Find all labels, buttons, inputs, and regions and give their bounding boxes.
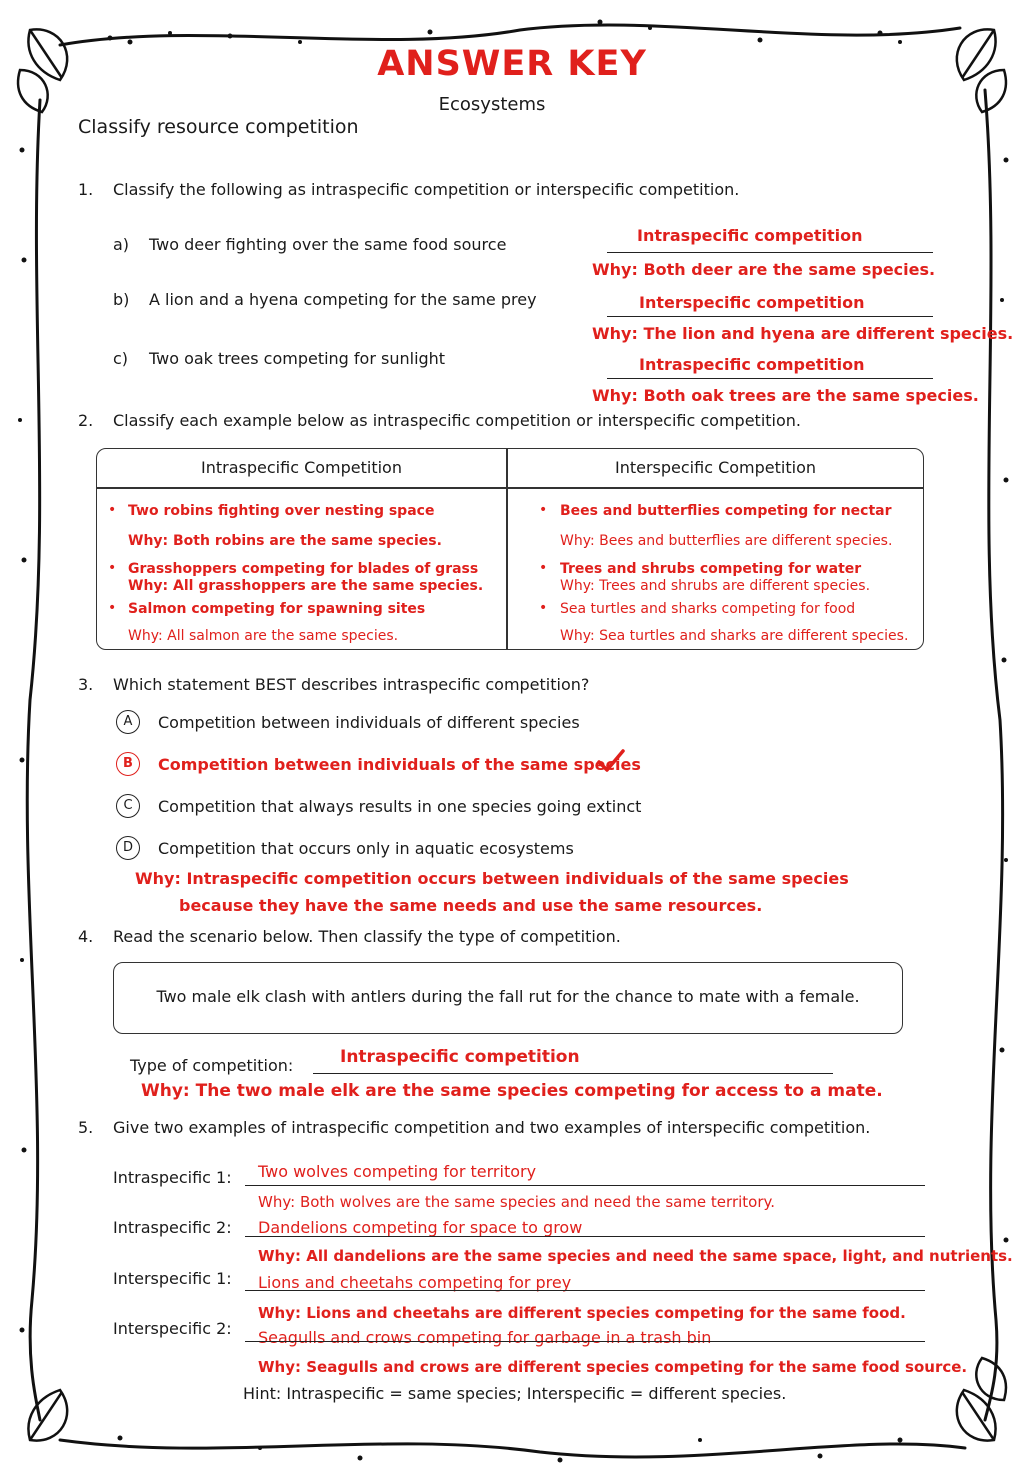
bullet-icon: •: [108, 600, 117, 616]
bullet-icon: •: [539, 600, 548, 616]
q1b-letter: b): [113, 290, 130, 309]
example-answer-inter-2: Seagulls and crows competing for garbage in a trash bin: [258, 1328, 712, 1347]
option-b-text[interactable]: Competition between individuals of the same species: [158, 755, 641, 774]
bullet-icon: •: [108, 560, 117, 576]
q4-answer-line: [313, 1073, 833, 1074]
q1c-why: Why: Both oak trees are the same species.: [592, 386, 979, 405]
example-why-inter-2: Why: Seagulls and crows are different species competing for the same food source.: [258, 1358, 968, 1376]
q3-number: 3.: [78, 675, 94, 694]
inter-item-3: Sea turtles and sharks competing for food: [560, 601, 856, 617]
bullet-icon: •: [539, 560, 548, 576]
q1b-answer-line: [607, 316, 933, 317]
example-label-intra-1: Intraspecific 1:: [113, 1168, 232, 1187]
bullet-icon: •: [108, 502, 117, 518]
checkmark-icon: [596, 748, 626, 774]
q2-prompt: Classify each example below as intraspecific competition or interspecific competition.: [113, 411, 802, 430]
q4-why: Why: The two male elk are the same species competing for access to a mate.: [141, 1081, 883, 1101]
q1a-answer-line: [607, 252, 933, 253]
q5-prompt: Give two examples of intraspecific competition and two examples of interspecific competition.: [113, 1118, 871, 1137]
bullet-icon: •: [539, 502, 548, 518]
inter-why-3: Why: Sea turtles and sharks are different species.: [560, 628, 909, 644]
scenario-text: Two male elk clash with antlers during the fall rut for the chance to mate with a female.: [156, 987, 860, 1006]
topic-title: Classify resource competition: [78, 116, 359, 138]
q3-prompt: Which statement BEST describes intraspecific competition?: [113, 675, 590, 694]
inter-item-2: Trees and shrubs competing for water: [560, 561, 862, 577]
type-label: Type of competition:: [130, 1056, 294, 1075]
example-label-intra-2: Intraspecific 2:: [113, 1218, 232, 1237]
q1a-why: Why: Both deer are the same species.: [592, 260, 936, 279]
option-d-text[interactable]: Competition that occurs only in aquatic ecosystems: [158, 839, 574, 858]
q1-number: 1.: [78, 180, 94, 199]
intra-why-2: Why: All grasshoppers are the same species.: [128, 578, 484, 594]
intra-why-3: Why: All salmon are the same species.: [128, 628, 399, 644]
intra-why-1: Why: Both robins are the same species.: [128, 533, 442, 549]
example-label-inter-2: Interspecific 2:: [113, 1319, 232, 1338]
table-header-divider: [97, 487, 923, 489]
table-header-inter: Interspecific Competition: [614, 458, 816, 477]
scenario-box: [113, 962, 903, 1034]
q4-prompt: Read the scenario below. Then classify the type of competition.: [113, 927, 621, 946]
q2-number: 2.: [78, 411, 94, 430]
option-a-text[interactable]: Competition between individuals of different species: [158, 713, 580, 732]
inter-item-1: Bees and butterflies competing for nectar: [560, 503, 892, 519]
q1c-answer-line: [607, 378, 933, 379]
subject-title: Ecosystems: [438, 94, 546, 115]
q1b-answer: Interspecific competition: [639, 293, 865, 312]
q4-number: 4.: [78, 927, 94, 946]
q1-prompt: Classify the following as intraspecific competition or interspecific competition.: [113, 180, 740, 199]
example-why-intra-1: Why: Both wolves are the same species and need the same territory.: [258, 1193, 776, 1211]
inter-why-1: Why: Bees and butterflies are different species.: [560, 533, 893, 549]
intra-item-3: Salmon competing for spawning sites: [128, 601, 426, 617]
example-why-intra-2: Why: All dandelions are the same species and need the same space, light, and nutrients.: [258, 1247, 1013, 1265]
hint-text: Hint: Intraspecific = same species; Interspecific = different species.: [243, 1384, 787, 1403]
option-b-circle[interactable]: B: [116, 752, 140, 776]
q1c-letter: c): [113, 349, 129, 368]
example-line-intra-1: [245, 1185, 925, 1186]
q5-number: 5.: [78, 1118, 94, 1137]
classification-table: [96, 448, 924, 650]
q1a-answer: Intraspecific competition: [637, 226, 863, 245]
inter-why-2: Why: Trees and shrubs are different species.: [560, 578, 871, 594]
q1b-text: A lion and a hyena competing for the same prey: [149, 290, 537, 309]
option-c-text[interactable]: Competition that always results in one species going extinct: [158, 797, 642, 816]
q3-why-line2: because they have the same needs and use the same resources.: [179, 896, 763, 915]
option-d-circle[interactable]: D: [116, 836, 140, 860]
answer-key-title: ANSWER KEY: [377, 44, 647, 84]
q1c-answer: Intraspecific competition: [639, 355, 865, 374]
example-answer-intra-2: Dandelions competing for space to grow: [258, 1218, 583, 1237]
example-line-intra-2: [245, 1236, 925, 1237]
q1b-why: Why: The lion and hyena are different species.: [592, 324, 1014, 343]
q1c-text: Two oak trees competing for sunlight: [149, 349, 446, 368]
example-line-inter-2: [245, 1341, 925, 1342]
q4-answer: Intraspecific competition: [340, 1047, 580, 1067]
example-answer-inter-1: Lions and cheetahs competing for prey: [258, 1273, 572, 1292]
example-answer-intra-1: Two wolves competing for territory: [258, 1162, 537, 1181]
table-header-intra: Intraspecific Competition: [201, 458, 402, 477]
q1a-text: Two deer fighting over the same food source: [149, 235, 507, 254]
example-why-inter-1: Why: Lions and cheetahs are different species competing for the same food.: [258, 1304, 906, 1322]
option-a-circle[interactable]: A: [116, 710, 140, 734]
example-label-inter-1: Interspecific 1:: [113, 1269, 232, 1288]
intra-item-2: Grasshoppers competing for blades of grass: [128, 561, 479, 577]
example-line-inter-1: [245, 1290, 925, 1291]
option-c-circle[interactable]: C: [116, 794, 140, 818]
q3-why-line1: Why: Intraspecific competition occurs between individuals of the same species: [135, 869, 849, 888]
table-column-divider: [506, 449, 508, 649]
intra-item-1: Two robins fighting over nesting space: [128, 503, 435, 519]
q1a-letter: a): [113, 235, 130, 254]
